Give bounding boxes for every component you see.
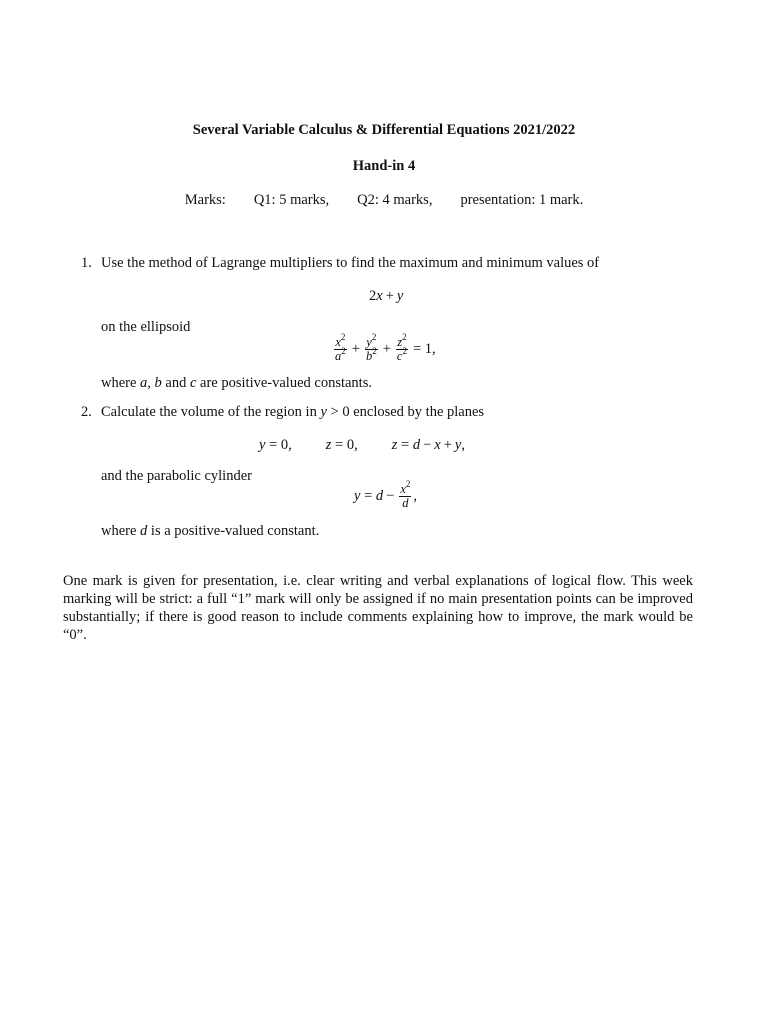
document-title: Several Variable Calculus & Differential Equations 2021/2022 — [192, 122, 576, 138]
marks-q1: Q1: 5 marks, — [253, 192, 330, 208]
q1-ellipsoid-equation: $\frac{x^2}{a^2}$ + $\frac{y^2}{b^2}$ + $\frac{z^2}{c^2}$ = 1, — [335, 332, 436, 363]
q2-cylinder-text: and the parabolic cylinder — [101, 468, 252, 484]
q1-objective-function: 2x + y — [369, 288, 404, 304]
marks-label: Marks: — [184, 192, 226, 208]
q2-planes-equations: y = 0, z = 0, z = d − x + y, — [259, 437, 465, 453]
q1-number: 1. — [81, 255, 92, 271]
q2-intro: Calculate the volume of the region in y > 0 enclosed by the planes — [101, 404, 485, 420]
q2-where-line: where d is a positive-valued constant. — [101, 523, 320, 539]
marks-q2: Q2: 4 marks, — [357, 192, 433, 208]
q2-cylinder-equation: y = d − $\frac{x^2}{d}$ , — [354, 479, 417, 510]
q2-number: 2. — [81, 404, 92, 420]
document-subtitle: Hand-in 4 — [352, 158, 416, 174]
q1-on-text: on the ellipsoid — [101, 319, 191, 335]
marks-presentation: presentation: 1 mark. — [460, 192, 584, 208]
presentation-note: One mark is given for presentation, i.e. clear writing and verbal explanations of logical flow. This week marking will be strict: a full “1” mark will only be assigned if no main presentation points can be improved substantially; if there is good reason to include comments explaining how to improve, the mark would be “0”. — [63, 573, 693, 643]
q1-where-line: where a, b and c are positive-valued constants. — [101, 375, 372, 391]
q1-intro: Use the method of Lagrange multipliers to find the maximum and minimum values of — [101, 255, 600, 271]
marks-breakdown — [0, 192, 768, 209]
